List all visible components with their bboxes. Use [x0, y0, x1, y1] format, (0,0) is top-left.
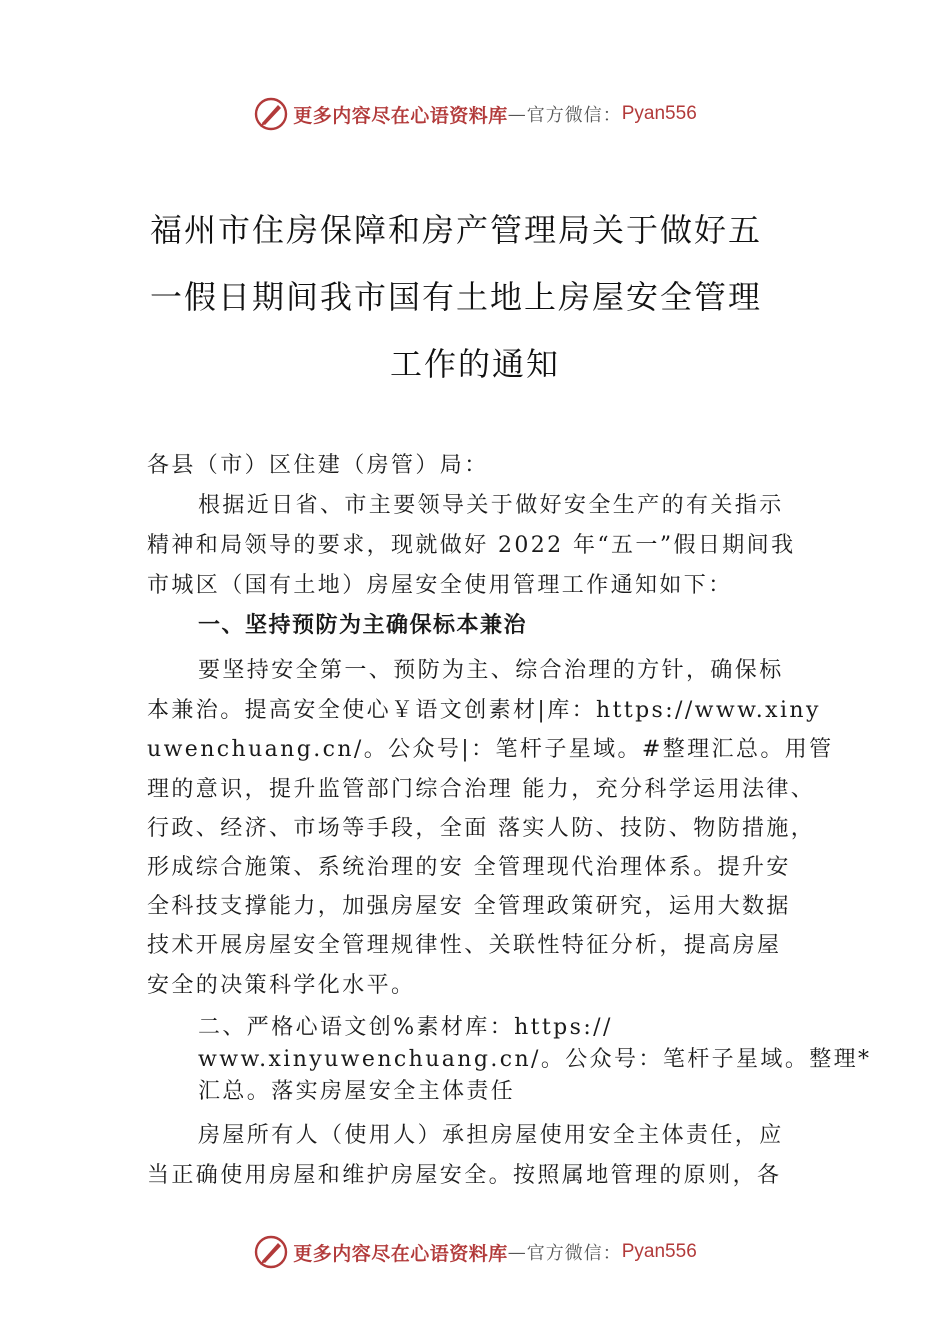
section-1-line: 本兼治。提高安全使心￥语文创素材|库：https://www.xiny: [147, 698, 821, 723]
section-1-line: 全科技支撑能力，加强房屋安 全管理政策研究，运用大数据: [147, 894, 791, 919]
section-1-line: 技术开展房屋安全管理规律性、关联性特征分析，提高房屋: [147, 933, 782, 958]
banner-handle: Pyan556: [621, 103, 697, 124]
intro-line: 精神和局领导的要求，现就做好 2022 年“五一”假日期间我: [147, 533, 796, 558]
salutation: 各县（市）区住建（房管）局：: [147, 453, 489, 478]
banner-dash: —: [507, 1241, 527, 1263]
banner-main-text: 更多内容尽在心语资料库: [293, 104, 508, 127]
page-title-line-1: 福州市住房保障和房产管理局关于做好五: [150, 211, 763, 249]
banner-dash: —: [507, 103, 527, 125]
page-title-line-2: 一假日期间我市国有土地上房屋安全管理: [150, 278, 763, 316]
top-banner: [0, 92, 950, 136]
intro-line: 市城区（国有土地）房屋安全使用管理工作通知如下：: [147, 573, 733, 598]
bottom-banner: [0, 1230, 950, 1274]
page-title-line-3: 工作的通知: [389, 345, 560, 383]
section-2-heading-line: www.xinyuwenchuang.cn/。公众号：笔杆子星域。整理*: [198, 1047, 872, 1072]
banner-main-text: 更多内容尽在心语资料库: [293, 1242, 508, 1265]
section-1-line: uwenchuang.cn/。公众号|：笔杆子星域。#整理汇总。用管: [147, 737, 834, 762]
section-1-line: 行政、经济、市场等手段，全面 落实人防、技防、物防措施，: [147, 816, 816, 841]
intro-line: 根据近日省、市主要领导关于做好安全生产的有关指示: [198, 493, 784, 518]
section-1-line: 理的意识，提升监管部门综合治理 能力，充分科学运用法律、: [147, 777, 816, 802]
section-1-line: 安全的决策科学化水平。: [147, 973, 416, 998]
quill-logo-icon: [253, 1234, 289, 1270]
banner-handle: Pyan556: [621, 1241, 697, 1262]
banner-wechat-label: 官方微信：: [526, 1243, 622, 1264]
section-2-heading-line: 汇总。落实房屋安全主体责任: [198, 1079, 516, 1104]
section-1-line: 要坚持安全第一、预防为主、综合治理的方针，确保标: [198, 658, 784, 683]
section-2-line: 当正确使用房屋和维护房屋安全。按照属地管理的原则，各: [147, 1163, 782, 1188]
section-2-line: 房屋所有人（使用人）承担房屋使用安全主体责任，应: [198, 1123, 784, 1148]
banner-wechat-label: 官方微信：: [526, 105, 622, 126]
section-2-heading-line: 二、严格心语文创%素材库：https://: [198, 1015, 613, 1040]
section-1-heading: 一、坚持预防为主确保标本兼治: [198, 613, 528, 638]
section-1-line: 形成综合施策、系统治理的安 全管理现代治理体系。提升安: [147, 855, 791, 880]
quill-logo-icon: [253, 96, 289, 132]
